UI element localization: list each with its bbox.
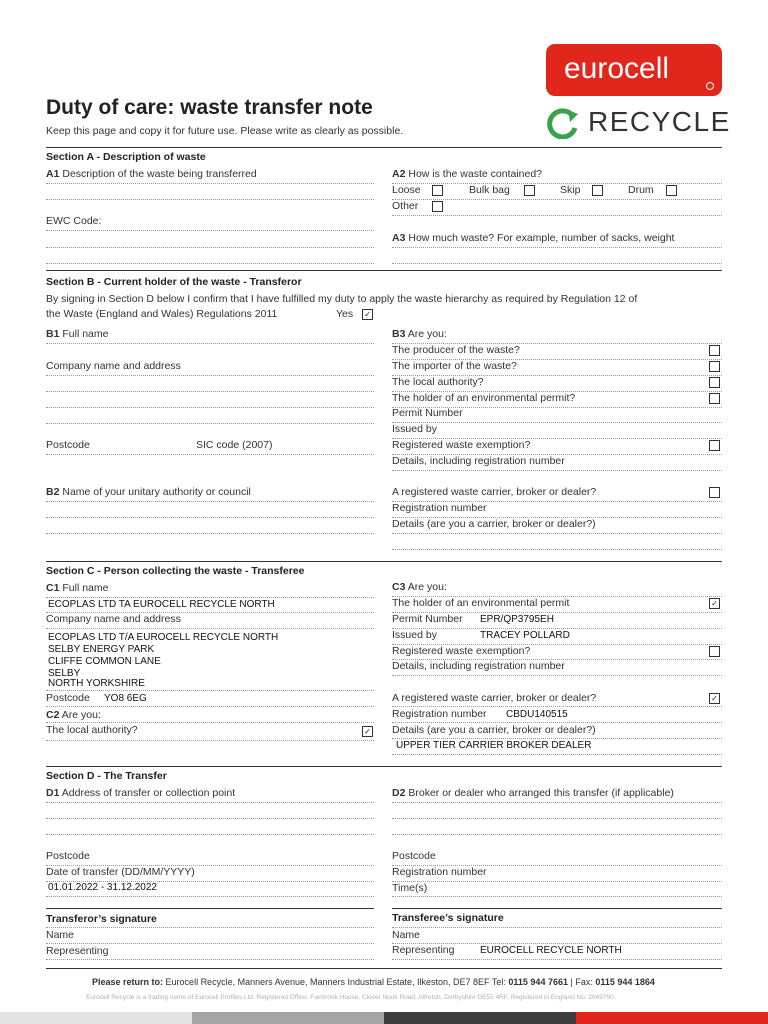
- d1-line[interactable]: [46, 818, 374, 819]
- legal-notice: Eurocell Recycle is a trading name of Eurocell Profiles Ltd. Registered Office: Fairbrook House, Clover Nook Road, Alfreton, Derbyshire DE55 4RF. Registered in England No. 2649790.: [86, 994, 616, 1001]
- a1-line[interactable]: [46, 183, 374, 184]
- d-reg-number-line[interactable]: [392, 881, 722, 882]
- exemption-checkbox[interactable]: [709, 440, 720, 451]
- yes-checkbox[interactable]: ✓: [362, 309, 373, 320]
- bulk-bag-checkbox[interactable]: [524, 185, 535, 196]
- loose-label: Loose: [392, 184, 421, 196]
- fax-label: | Fax:: [570, 977, 593, 987]
- transferor-representing-line[interactable]: [46, 959, 374, 960]
- env-permit-checkbox[interactable]: [709, 393, 720, 404]
- transferee-representing-line: [392, 959, 722, 960]
- transferor-signature-heading: Transferor’s signature: [46, 913, 157, 925]
- d2-line[interactable]: [392, 818, 722, 819]
- transferee-representing-value[interactable]: EUROCELL RECYCLE NORTH: [480, 945, 622, 956]
- c-env-permit-checkbox[interactable]: ✓: [709, 598, 720, 609]
- env-permit-label: The holder of an environmental permit?: [392, 392, 576, 404]
- b1-line[interactable]: [46, 343, 374, 344]
- b1-number: B1: [46, 328, 60, 340]
- d2-label: [392, 787, 674, 800]
- c-reg-number-label: Registration number: [392, 708, 487, 720]
- c3-line: [392, 738, 722, 739]
- b1-label: [46, 328, 108, 341]
- producer-label: The producer of the waste?: [392, 344, 520, 356]
- c-carrier-details-value[interactable]: UPPER TIER CARRIER BROKER DEALER: [396, 740, 592, 751]
- d1-text: Address of transfer or collection point: [61, 787, 236, 799]
- c-address-line-2[interactable]: SELBY ENERGY PARK: [48, 644, 155, 655]
- section-a-heading: Section A - Description of waste: [46, 151, 206, 163]
- c-address-line-5[interactable]: NORTH YORKSHIRE: [48, 678, 145, 689]
- d-postcode-label-right: Postcode: [392, 850, 436, 862]
- b2-label: [46, 486, 251, 499]
- c-details-reg-line[interactable]: [392, 675, 722, 676]
- details-carrier-line[interactable]: [392, 533, 722, 534]
- c-permit-number-label: Permit Number: [392, 613, 463, 625]
- c-carrier-checkbox[interactable]: ✓: [709, 693, 720, 704]
- a2-line: [392, 199, 722, 200]
- a2-text: How is the waste contained?: [408, 168, 543, 180]
- a1-label: [46, 168, 257, 181]
- d-reg-number-label: Registration number: [392, 866, 487, 878]
- c-postcode-line: [46, 706, 374, 707]
- a2-label: [392, 168, 542, 181]
- transferee-signature-line[interactable]: [392, 927, 722, 928]
- c-address-line: [46, 628, 374, 629]
- b3-number: B3: [392, 328, 406, 340]
- c-address-line: [46, 690, 374, 691]
- return-address: [92, 977, 655, 988]
- b2-number: B2: [46, 486, 60, 498]
- a1-line[interactable]: [46, 199, 374, 200]
- other-checkbox[interactable]: [432, 201, 443, 212]
- c-permit-number-value[interactable]: EPR/QP3795EH: [480, 614, 554, 625]
- return-label: Please return to:: [92, 977, 164, 987]
- a3-number: A3: [392, 232, 406, 244]
- a1-line[interactable]: [46, 263, 374, 264]
- ewc-label: EWC Code:: [46, 215, 102, 227]
- a2-line: [392, 183, 722, 184]
- date-of-transfer-label: Date of transfer (DD/MM/YYYY): [46, 866, 195, 878]
- recycle-wordmark: RECYCLE: [588, 106, 731, 137]
- times-label: Time(s): [392, 882, 428, 894]
- drum-label: Drum: [628, 184, 654, 196]
- divider: [46, 561, 722, 562]
- c3-line: [392, 628, 722, 629]
- local-authority-label: The local authority?: [392, 376, 484, 388]
- c1-line: [46, 597, 374, 598]
- c-address-line-1[interactable]: ECOPLAS LTD T/A EUROCELL RECYCLE NORTH: [48, 632, 279, 643]
- bulk-bag-label: Bulk bag: [469, 184, 510, 196]
- c-env-permit-label: The holder of an environmental permit: [392, 597, 570, 609]
- c-issued-by-value[interactable]: TRACEY POLLARD: [480, 630, 570, 641]
- divider: [392, 908, 722, 909]
- a3-label: [392, 232, 674, 245]
- return-address-text: Eurocell Recycle, Manners Avenue, Manners Industrial Estate, Ilkeston, DE7 8EF Tel:: [165, 977, 506, 987]
- c3-line: [392, 706, 722, 707]
- d2-line[interactable]: [392, 802, 722, 803]
- divider: [46, 968, 722, 969]
- details-carrier-label: Details (are you a carrier, broker or dealer?): [392, 518, 596, 530]
- d2-line[interactable]: [392, 834, 722, 835]
- registered-mark-icon: [706, 82, 714, 90]
- c-exemption-checkbox[interactable]: [709, 646, 720, 657]
- c-address-line-3[interactable]: CLIFFE COMMON LANE: [48, 656, 161, 667]
- exemption-label: Registered waste exemption?: [392, 439, 531, 451]
- d-postcode-label-left: Postcode: [46, 850, 90, 862]
- ewc-line[interactable]: [46, 230, 374, 231]
- footer-bar-dark: [384, 1012, 576, 1024]
- other-label: Other: [392, 200, 419, 212]
- transferee-name-label: Name: [392, 929, 421, 941]
- c1-full-name[interactable]: ECOPLAS LTD TA EUROCELL RECYCLE NORTH: [48, 599, 275, 610]
- divider: [46, 908, 374, 909]
- skip-label: Skip: [560, 184, 581, 196]
- b2-line[interactable]: [46, 501, 374, 502]
- section-d-heading: Section D - The Transfer: [46, 770, 167, 782]
- c-local-authority-checkbox[interactable]: ✓: [362, 726, 373, 737]
- details-reg-label: Details, including registration number: [392, 455, 565, 467]
- times-line[interactable]: [392, 896, 722, 897]
- c3-line: [392, 722, 722, 723]
- c3-line: [392, 754, 722, 755]
- c1-text: Full name: [62, 582, 109, 594]
- c3-text: Are you:: [407, 581, 447, 593]
- divider: [46, 270, 722, 271]
- b2-text: Name of your unitary authority or council: [62, 486, 251, 498]
- b-address-line[interactable]: [46, 407, 374, 408]
- c-details-carrier-label: Details (are you a carrier, broker or dealer?): [392, 724, 596, 736]
- c2-number: C2: [46, 709, 60, 721]
- c-reg-number-value[interactable]: CBDU140515: [506, 709, 568, 720]
- b3-text: Are you:: [407, 328, 447, 340]
- footer-bar-light: [0, 1012, 192, 1024]
- c-local-authority-label: The local authority?: [46, 724, 138, 736]
- c3-label: [392, 581, 447, 594]
- yes-label: Yes: [336, 308, 354, 320]
- c-company-label: Company name and address: [46, 613, 181, 625]
- c1-label: [46, 582, 108, 595]
- importer-checkbox[interactable]: [709, 361, 720, 372]
- b-postcode-label: Postcode: [46, 439, 90, 451]
- section-c-heading: Section C - Person collecting the waste - Transferee: [46, 565, 305, 577]
- permit-number-label: Permit Number: [392, 407, 463, 419]
- a2-number: A2: [392, 168, 406, 180]
- divider: [46, 766, 722, 767]
- c3-number: C3: [392, 581, 406, 593]
- c-carrier-label: A registered waste carrier, broker or dealer?: [392, 692, 597, 704]
- d1-number: D1: [46, 787, 60, 799]
- b-postcode-line[interactable]: [46, 454, 374, 455]
- reg-number-label: Registration number: [392, 502, 487, 514]
- d1-label: [46, 787, 235, 800]
- a3-line[interactable]: [392, 263, 722, 264]
- sic-code-label: SIC code (2007): [196, 439, 273, 451]
- c2-text: Are you:: [61, 709, 101, 721]
- d2-text: Broker or dealer who arranged this transfer (if applicable): [408, 787, 674, 799]
- importer-label: The importer of the waste?: [392, 360, 517, 372]
- transferee-signature-heading: Transferee’s signature: [392, 912, 504, 924]
- carrier-label: A registered waste carrier, broker or dealer?: [392, 486, 597, 498]
- b3-label: [392, 328, 447, 341]
- transferor-signature-line[interactable]: [46, 927, 374, 928]
- c-issued-by-label: Issued by: [392, 629, 437, 641]
- recycle-icon: [546, 107, 580, 139]
- divider: [46, 147, 722, 148]
- carrier-checkbox[interactable]: [709, 487, 720, 498]
- transferor-representing-label: Representing: [46, 945, 109, 957]
- local-authority-checkbox[interactable]: [709, 377, 720, 388]
- details-carrier-line[interactable]: [392, 549, 722, 550]
- c-postcode-label: Postcode: [46, 692, 90, 704]
- date-line: [46, 896, 374, 897]
- c2-line: [46, 740, 374, 741]
- permit-number-line[interactable]: [392, 422, 722, 423]
- skip-checkbox[interactable]: [592, 185, 603, 196]
- logo-text: eurocell: [564, 52, 670, 85]
- transferee-representing-label: Representing: [392, 944, 455, 956]
- a1-text: Description of the waste being transferred: [62, 168, 257, 180]
- transferor-name-line[interactable]: [46, 943, 374, 944]
- b-address-line[interactable]: [46, 423, 374, 424]
- b-address-line[interactable]: [46, 391, 374, 392]
- declaration-line-2: the Waste (England and Wales) Regulations 2011: [46, 308, 278, 320]
- b2-line[interactable]: [46, 533, 374, 534]
- c2-label: [46, 709, 101, 722]
- page-subtitle: Keep this page and copy it for future use. Please write as clearly as possible.: [46, 125, 404, 137]
- d1-line[interactable]: [46, 834, 374, 835]
- declaration-line-1: By signing in Section D below I confirm that I have fulfilled my duty to apply the waste hierarchy as required by Regulation 12 of: [46, 293, 638, 305]
- c-exemption-label: Registered waste exemption?: [392, 645, 531, 657]
- b2-line[interactable]: [46, 517, 374, 518]
- d2-number: D2: [392, 787, 406, 799]
- a3-text: How much waste? For example, number of sacks, weight: [408, 232, 675, 244]
- a2-line[interactable]: [392, 215, 722, 216]
- section-b-heading: Section B - Current holder of the waste - Transferor: [46, 276, 302, 288]
- date-of-transfer-value[interactable]: 01.01.2022 - 31.12.2022: [48, 882, 157, 893]
- producer-checkbox[interactable]: [709, 345, 720, 356]
- b-company-label: Company name and address: [46, 360, 181, 372]
- footer-bar-grey: [192, 1012, 384, 1024]
- c1-number: C1: [46, 582, 60, 594]
- c2-line: [46, 722, 374, 723]
- a1-line[interactable]: [46, 247, 374, 248]
- a1-number: A1: [46, 168, 60, 180]
- footer-bar-red: [576, 1012, 768, 1024]
- a3-line[interactable]: [392, 247, 722, 248]
- fax-number: 0115 944 1864: [595, 977, 655, 987]
- c-details-reg-label: Details, including registration number: [392, 660, 565, 672]
- drum-checkbox[interactable]: [666, 185, 677, 196]
- c-address-line-4[interactable]: SELBY: [48, 668, 81, 679]
- c-postcode-value[interactable]: YO8 6EG: [104, 693, 147, 704]
- page-title: Duty of care: waste transfer note: [46, 96, 373, 119]
- issued-by-label: Issued by: [392, 423, 437, 435]
- b1-text: Full name: [62, 328, 109, 340]
- telephone-number: 0115 944 7661: [508, 977, 568, 987]
- b-address-line[interactable]: [46, 375, 374, 376]
- eurocell-logo: [546, 44, 722, 96]
- loose-checkbox[interactable]: [432, 185, 443, 196]
- details-reg-line[interactable]: [392, 470, 722, 471]
- transferor-name-label: Name: [46, 929, 75, 941]
- d1-line[interactable]: [46, 802, 374, 803]
